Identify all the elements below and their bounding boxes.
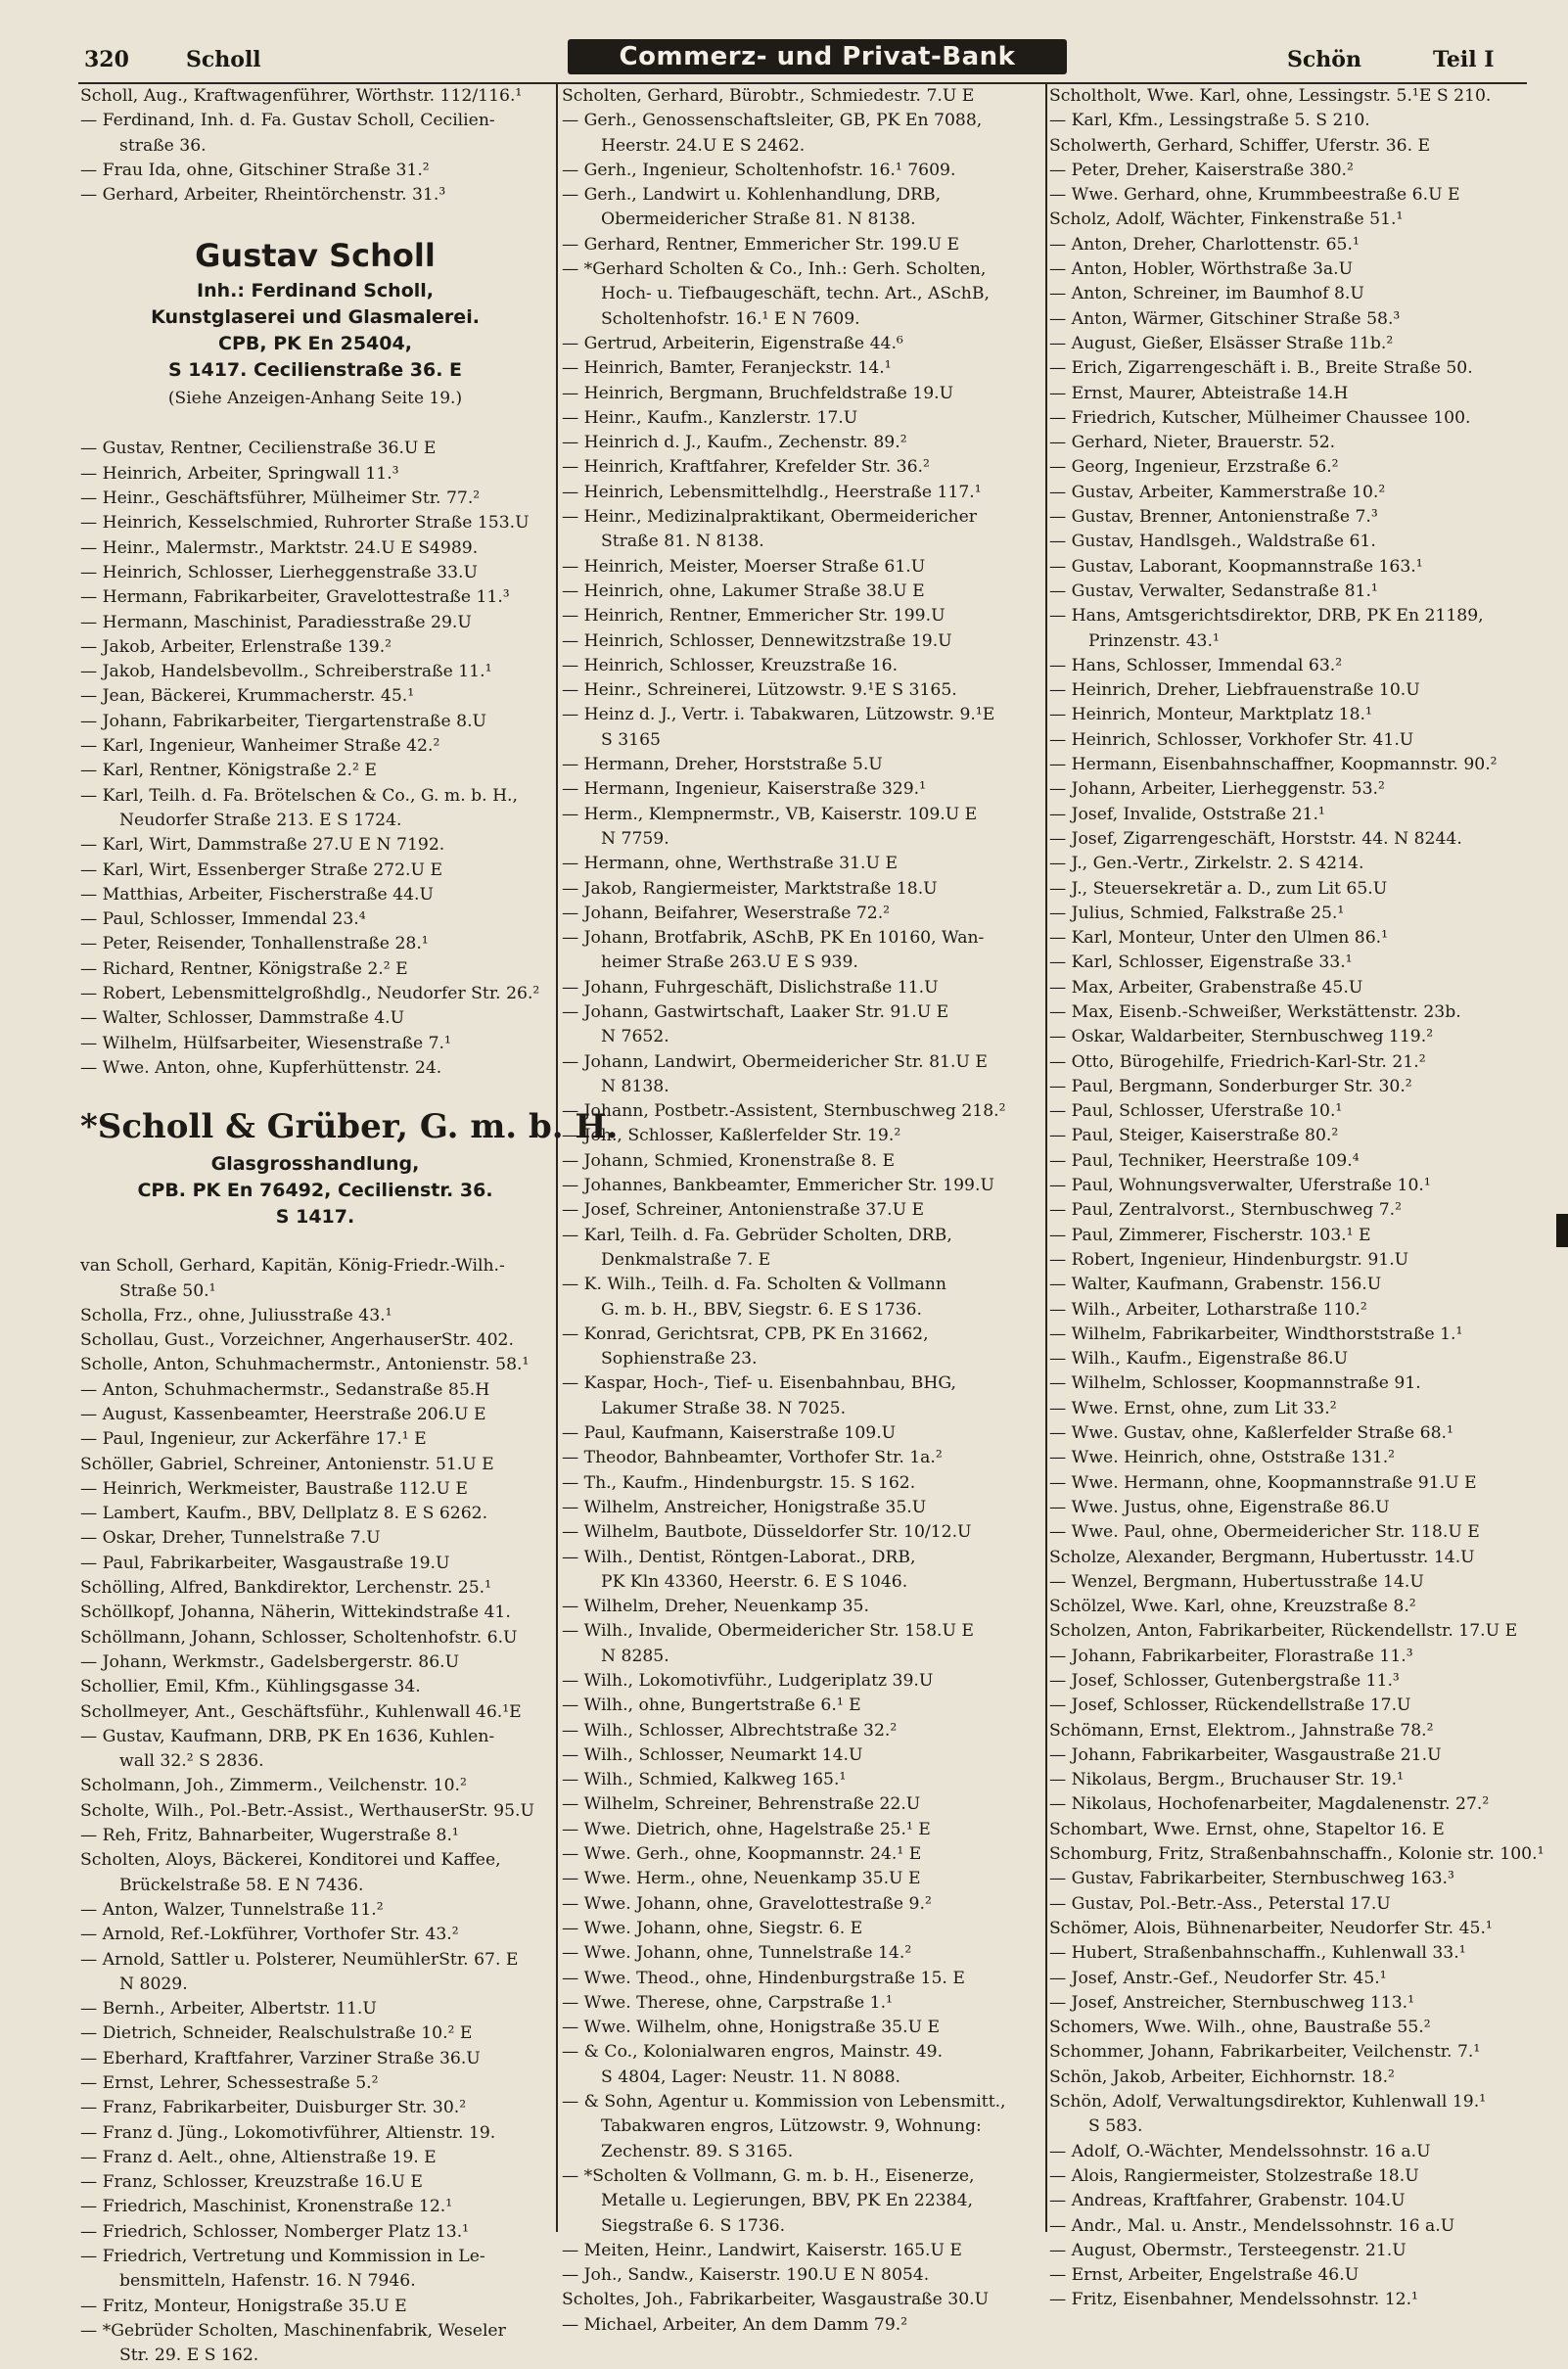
- directory-entry-line: — Karl, Rentner, Königstraße 2.² E: [80, 761, 377, 781]
- directory-entry-line: — K. Wilh., Teilh. d. Fa. Scholten & Vollmann: [562, 1275, 946, 1295]
- directory-entry-line: — Karl, Teilh. d. Fa. Brötelschen & Co., G. m. b. H.,: [80, 785, 518, 806]
- directory-entry-line: — Heinrich, Dreher, Liebfrauenstraße 10.U: [1049, 680, 1420, 701]
- directory-entry-line: — Paul, Techniker, Heerstraße 109.⁴: [1049, 1150, 1360, 1171]
- directory-entry-line: — Wwe. Johann, ohne, Gravelottestraße 9.²: [562, 1893, 932, 1914]
- directory-entry-line: — Michael, Arbeiter, An dem Damm 79.²: [562, 2314, 908, 2335]
- directory-entry-line: — Wwe. Heinrich, ohne, Oststraße 131.²: [1049, 1448, 1396, 1468]
- directory-entry-line: — Heinrich, Schlosser, Vorkhofer Str. 41.U: [1049, 729, 1414, 750]
- directory-entry-line: Heerstr. 24.U E S 2462.: [601, 135, 806, 156]
- directory-entry-line: — Oskar, Dreher, Tunnelstraße 7.U: [80, 1528, 381, 1549]
- column-1-entries-middle: [80, 437, 550, 1081]
- directory-entry-line: — Meiten, Heinr., Landwirt, Kaiserstr. 165.U E: [562, 2240, 962, 2260]
- directory-entry-line: — Wenzel, Bergmann, Hubertusstraße 14.U: [1049, 1571, 1424, 1592]
- directory-entry-line: — Wilh., Invalide, Obermeidericher Str. 158.U E: [562, 1621, 974, 1642]
- directory-entry-line: Scholten, Gerhard, Bürobtr., Schmiedestr. 7.U E: [562, 86, 975, 106]
- directory-entry-line: — Erich, Zigarrengeschäft i. B., Breite Straße 50.: [1049, 358, 1473, 379]
- directory-entry-line: Straße 50.¹: [119, 1280, 216, 1301]
- directory-entry-line: — Gustav, Brenner, Antonienstraße 7.³: [1049, 507, 1378, 528]
- directory-entry-line: — Josef, Schlosser, Rückendellstraße 17.U: [1049, 1695, 1411, 1716]
- directory-entry-line: — Heinrich, Monteur, Marktplatz 18.¹: [1049, 705, 1372, 725]
- directory-entry-line: — Johann, Landwirt, Obermeidericher Str. 81.U E: [562, 1051, 988, 1072]
- directory-entry-line: — Jean, Bäckerei, Krummacherstr. 45.¹: [80, 686, 415, 707]
- directory-entry-line: Hoch- u. Tiefbaugeschäft, techn. Art., ASchB,: [601, 284, 990, 304]
- column-1-entries-bottom: [80, 1254, 550, 2368]
- directory-entry-line: — Johann, Schmied, Kronenstraße 8. E: [562, 1150, 896, 1171]
- directory-entry-line: — Richard, Rentner, Königstraße 2.² E: [80, 958, 408, 979]
- directory-entry-line: G. m. b. H., BBV, Siegstr. 6. E S 1736.: [601, 1299, 922, 1320]
- directory-entry-line: — Wwe. Hermann, ohne, Koopmannstraße 91.U E: [1049, 1472, 1477, 1493]
- directory-entry-line: Scholl, Aug., Kraftwagenführer, Wörthstr. 112/116.¹: [80, 86, 523, 106]
- header-name-right: Schön: [1287, 47, 1361, 72]
- directory-entry-line: — Peter, Dreher, Kaiserstraße 380.²: [1049, 160, 1354, 180]
- directory-entry-line: — Reh, Fritz, Bahnarbeiter, Wugerstraße 8.¹: [80, 1826, 459, 1846]
- directory-entry-line: — Anton, Dreher, Charlottenstr. 65.¹: [1049, 234, 1360, 255]
- directory-entry-line: — Johann, Arbeiter, Lierheggenstr. 53.²: [1049, 779, 1385, 800]
- directory-entry-line: — Andr., Mal. u. Anstr., Mendelssohnstr. 16 a.U: [1049, 2215, 1455, 2236]
- directory-entry-line: — Arnold, Sattler u. Polsterer, NeumühlerStr. 67. E: [80, 1949, 519, 1970]
- directory-entry-line: — Wwe. Therese, ohne, Carpstraße 1.¹: [562, 1992, 893, 2013]
- directory-entry-line: — Nikolaus, Hochofenarbeiter, Magdalenenstr. 27.²: [1049, 1794, 1490, 1815]
- directory-entry-line: — Eberhard, Kraftfahrer, Varziner Straße 36.U: [80, 2048, 481, 2068]
- directory-entry-line: — Heinrich, Schlosser, Dennewitzstraße 19.U: [562, 630, 952, 651]
- directory-entry-line: — Paul, Wohnungsverwalter, Uferstraße 10.¹: [1049, 1176, 1431, 1196]
- page-header: [78, 39, 1527, 78]
- directory-entry-line: — Heinrich, Rentner, Emmericher Str. 199.U: [562, 606, 945, 627]
- directory-entry-line: — Heinrich, ohne, Lakumer Straße 38.U E: [562, 581, 925, 601]
- directory-entry-line: — Th., Kaufm., Hindenburgstr. 15. S 162.: [562, 1472, 916, 1493]
- directory-entry-line: Schollier, Emil, Kfm., Kühlingsgasse 34.: [80, 1677, 421, 1697]
- directory-entry-line: — Gustav, Fabrikarbeiter, Sternbuschweg 163.³: [1049, 1869, 1454, 1889]
- directory-entry-line: — Wilh., Arbeiter, Lotharstraße 110.²: [1049, 1299, 1367, 1320]
- directory-entry-line: — Heinr., Schreinerei, Lützowstr. 9.¹E S 3165.: [562, 680, 957, 701]
- directory-entry-line: — Franz d. Jüng., Lokomotivführer, Altienstr. 19.: [80, 2122, 496, 2143]
- directory-entry-line: Lakumer Straße 38. N 7025.: [601, 1398, 847, 1418]
- directory-entry-line: — Wilhelm, Bautbote, Düsseldorfer Str. 10/12.U: [562, 1522, 972, 1543]
- directory-entry-line: — Oskar, Waldarbeiter, Sternbuschweg 119.²: [1049, 1027, 1434, 1047]
- directory-entry-line: — Wwe. Dietrich, ohne, Hagelstraße 25.¹ E: [562, 1819, 931, 1839]
- directory-entry-line: Scholmann, Joh., Zimmerm., Veilchenstr. 10.²: [80, 1776, 467, 1796]
- directory-entry-line: N 8029.: [119, 1974, 188, 1994]
- directory-entry-line: — Josef, Invalide, Oststraße 21.¹: [1049, 804, 1325, 824]
- ad-line: CPB. PK En 76492, Cecilienstr. 36.: [137, 1180, 493, 1202]
- directory-entry-line: Schön, Jakob, Arbeiter, Eichhornstr. 18.²: [1049, 2067, 1395, 2087]
- directory-entry-line: — Johann, Gastwirtschaft, Laaker Str. 91.U E: [562, 1001, 949, 1022]
- column-3-entries: [1049, 84, 1545, 2313]
- directory-entry-line: — Wwe. Paul, ohne, Obermeidericher Str. 118.U E: [1049, 1522, 1480, 1543]
- directory-entry-line: Scholwerth, Gerhard, Schiffer, Uferstr. 36. E: [1049, 135, 1431, 156]
- directory-entry-line: — Wwe. Theod., ohne, Hindenburgstraße 15. E: [562, 1968, 965, 1988]
- directory-entry-line: — Hermann, Ingenieur, Kaiserstraße 329.¹: [562, 779, 926, 800]
- directory-entry-line: Tabakwaren engros, Lützowstr. 9, Wohnung:: [601, 2116, 982, 2137]
- directory-entry-line: S 3165: [601, 729, 661, 750]
- directory-entry-line: — Ernst, Lehrer, Schessestraße 5.²: [80, 2073, 379, 2093]
- directory-entry-line: — Wilh., Schlosser, Neumarkt 14.U: [562, 1744, 863, 1765]
- directory-entry-line: — & Sohn, Agentur u. Kommission von Lebensmitt.,: [562, 2092, 1006, 2113]
- directory-entry-line: Schöllkopf, Johanna, Näherin, Wittekindstraße 41.: [80, 1603, 511, 1623]
- directory-entry-line: Scholtholt, Wwe. Karl, ohne, Lessingstr. 5.¹E S 210.: [1049, 86, 1492, 106]
- directory-entry-line: — Heinr., Malermstr., Marktstr. 24.U E S4989.: [80, 537, 479, 558]
- directory-entry-line: — Hubert, Straßenbahnschaffn., Kuhlenwall 33.¹: [1049, 1943, 1466, 1964]
- directory-entry-line: — Julius, Schmied, Falkstraße 25.¹: [1049, 903, 1345, 923]
- ad-title: *Scholl & Grüber, G. m. b. H.: [80, 1107, 619, 1147]
- directory-entry-line: Siegstraße 6. S 1736.: [601, 2215, 786, 2236]
- directory-entry-line: — Josef, Schlosser, Gutenbergstraße 11.³: [1049, 1671, 1400, 1691]
- directory-entry-line: — Friedrich, Schlosser, Nomberger Platz 13.¹: [80, 2221, 470, 2242]
- directory-entry-line: — Jakob, Arbeiter, Erlenstraße 139.²: [80, 636, 392, 657]
- directory-entry-line: — Josef, Anstr.-Gef., Neudorfer Str. 45.¹: [1049, 1968, 1387, 1988]
- directory-entry-line: — Johann, Fabrikarbeiter, Tiergartenstraße 8.U: [80, 711, 487, 731]
- directory-entry-line: — Karl, Kfm., Lessingstraße 5. S 210.: [1049, 111, 1370, 131]
- directory-entry-line: Scholte, Wilh., Pol.-Betr.-Assist., WerthauserStr. 95.U: [80, 1800, 534, 1821]
- directory-entry-line: N 7652.: [601, 1027, 669, 1047]
- directory-entry-line: — Heinr., Geschäftsführer, Mülheimer Str. 77.²: [80, 488, 481, 509]
- directory-entry-line: Scholtenhofstr. 16.¹ E N 7609.: [601, 308, 860, 329]
- directory-entry-line: — Heinrich, Kraftfahrer, Krefelder Str. 36.²: [562, 457, 930, 478]
- directory-entry-line: — Heinrich, Kesselschmied, Ruhrorter Straße 153.U: [80, 513, 530, 534]
- directory-entry-line: — Ernst, Arbeiter, Engelstraße 46.U: [1049, 2265, 1360, 2286]
- directory-entry-line: — Franz, Schlosser, Kreuzstraße 16.U E: [80, 2172, 423, 2193]
- directory-entry-line: Scholla, Frz., ohne, Juliusstraße 43.¹: [80, 1305, 392, 1325]
- directory-entry-line: Schön, Adolf, Verwaltungsdirektor, Kuhlenwall 19.¹: [1049, 2092, 1487, 2113]
- directory-entry-line: — Anton, Schuhmachermstr., Sedanstraße 85.H: [80, 1379, 490, 1400]
- directory-entry-line: — Nikolaus, Bergm., Bruchauser Str. 19.¹: [1049, 1770, 1404, 1790]
- ad-line: S 1417. Cecilienstraße 36. E: [167, 359, 463, 382]
- directory-entry-line: — Walter, Kaufmann, Grabenstr. 156.U: [1049, 1275, 1382, 1295]
- directory-entry-line: — Franz d. Aelt., ohne, Altienstraße 19. E: [80, 2147, 437, 2167]
- directory-entry-line: — Wilhelm, Schlosser, Koopmannstraße 91.: [1049, 1373, 1421, 1394]
- directory-entry-line: — Paul, Zentralvorst., Sternbuschweg 7.²: [1049, 1200, 1402, 1221]
- column-divider: [556, 82, 558, 2232]
- directory-entry-line: Str. 29. E S 162.: [119, 2346, 259, 2366]
- directory-entry-line: — Otto, Bürogehilfe, Friedrich-Karl-Str. 21.²: [1049, 1051, 1426, 1072]
- directory-entry-line: — Josef, Zigarrengeschäft, Horststr. 44. N 8244.: [1049, 828, 1462, 849]
- directory-entry-line: Schollmeyer, Ant., Geschäftsführ., Kuhlenwall 46.¹E: [80, 1701, 522, 1722]
- directory-entry-line: Schöllmann, Johann, Schlosser, Scholtenhofstr. 6.U: [80, 1627, 518, 1648]
- directory-entry-line: — Wwe. Gerh., ohne, Koopmannstr. 24.¹ E: [562, 1844, 922, 1865]
- directory-entry-line: wall 32.² S 2836.: [119, 1751, 264, 1772]
- directory-entry-line: Scholzen, Anton, Fabrikarbeiter, Rückendellstr. 17.U E: [1049, 1621, 1518, 1642]
- directory-entry-line: — Paul, Schlosser, Uferstraße 10.¹: [1049, 1101, 1343, 1122]
- directory-entry-line: — Joh., Sandw., Kaiserstr. 190.U E N 8054.: [562, 2265, 930, 2286]
- ad-title: Gustav Scholl: [195, 237, 436, 275]
- directory-entry-line: — Anton, Wärmer, Gitschiner Straße 58.³: [1049, 308, 1401, 329]
- directory-entry-line: — Hermann, Maschinist, Paradiesstraße 29.U: [80, 612, 472, 632]
- directory-entry-line: — Hans, Amtsgerichtsdirektor, DRB, PK En 21189,: [1049, 606, 1484, 627]
- directory-entry-line: — Gerhard, Arbeiter, Rheintörchenstr. 31.³: [80, 185, 446, 206]
- directory-entry-line: — Gustav, Arbeiter, Kammerstraße 10.²: [1049, 482, 1386, 502]
- directory-entry-line: — Wilhelm, Schreiner, Behrenstraße 22.U: [562, 1794, 921, 1815]
- directory-entry-line: — Wilhelm, Fabrikarbeiter, Windthorststraße 1.¹: [1049, 1324, 1463, 1344]
- header-name-left: Scholl: [186, 47, 261, 72]
- directory-entry-line: — Wilh., Lokomotivführ., Ludgeriplatz 39.U: [562, 1671, 934, 1691]
- directory-entry-line: — Hans, Schlosser, Immendal 63.²: [1049, 655, 1343, 675]
- page-number: 320: [84, 47, 129, 72]
- directory-entry-line: Metalle u. Legierungen, BBV, PK En 22384,: [601, 2191, 974, 2211]
- directory-entry-line: Sophienstraße 23.: [601, 1349, 758, 1370]
- directory-entry-line: — Johannes, Bankbeamter, Emmericher Str. 199.U: [562, 1176, 994, 1196]
- directory-entry-line: — Adolf, O.-Wächter, Mendelssohnstr. 16 a.U: [1049, 2141, 1431, 2161]
- directory-entry-line: — Wilhelm, Anstreicher, Honigstraße 35.U: [562, 1497, 927, 1517]
- directory-entry-line: — August, Gießer, Elsässer Straße 11b.²: [1049, 333, 1394, 353]
- directory-entry-line: — Wwe. Johann, ohne, Tunnelstraße 14.²: [562, 1943, 912, 1964]
- directory-entry-line: — Konrad, Gerichtsrat, CPB, PK En 31662,: [562, 1324, 929, 1344]
- directory-entry-line: — Ferdinand, Inh. d. Fa. Gustav Scholl, Cecilien-: [80, 111, 495, 131]
- directory-entry-line: — Gustav, Laborant, Koopmannstraße 163.¹: [1049, 556, 1423, 577]
- directory-entry-line: — Wilh., Dentist, Röntgen-Laborat., DRB,: [562, 1547, 916, 1567]
- directory-entry-line: S 583.: [1088, 2116, 1143, 2137]
- directory-entry-line: — Bernh., Arbeiter, Albertstr. 11.U: [80, 1999, 377, 2020]
- directory-entry-line: — Arnold, Ref.-Lokführer, Vorthofer Str. 43.²: [80, 1925, 459, 1945]
- directory-entry-line: — Paul, Steiger, Kaiserstraße 80.²: [1049, 1126, 1339, 1146]
- advertisement-gustav-scholl: [80, 233, 550, 437]
- directory-entry-line: Schömer, Alois, Bühnenarbeiter, Neudorfer Str. 45.¹: [1049, 1918, 1493, 1938]
- directory-entry-line: S 4804, Lager: Neustr. 11. N 8088.: [601, 2067, 900, 2087]
- directory-entry-line: — Heinrich, Werkmeister, Baustraße 112.U E: [80, 1478, 468, 1499]
- directory-entry-line: — Andreas, Kraftfahrer, Grabenstr. 104.U: [1049, 2191, 1406, 2211]
- directory-entry-line: — Wilh., Schlosser, Albrechtstraße 32.²: [562, 1720, 898, 1741]
- directory-entry-line: N 8285.: [601, 1646, 669, 1666]
- directory-entry-line: Scholz, Adolf, Wächter, Finkenstraße 51.¹: [1049, 209, 1404, 230]
- directory-entry-line: — Ernst, Maurer, Abteistraße 14.H: [1049, 383, 1349, 403]
- directory-entry-line: — Friedrich, Maschinist, Kronenstraße 12.¹: [80, 2197, 453, 2217]
- directory-entry-line: — Peter, Reisender, Tonhallenstraße 28.¹: [80, 934, 429, 954]
- directory-entry-line: Straße 81. N 8138.: [601, 532, 764, 552]
- directory-entry-line: — Wwe. Gerhard, ohne, Krummbeestraße 6.U E: [1049, 185, 1460, 206]
- directory-entry-line: — Heinrich, Schlosser, Kreuzstraße 16.: [562, 655, 899, 675]
- directory-entry-line: Schombart, Wwe. Ernst, ohne, Stapeltor 16. E: [1049, 1819, 1445, 1839]
- directory-entry-line: — Gustav, Handlsgeh., Waldstraße 61.: [1049, 532, 1376, 552]
- directory-entry-line: — Anton, Schreiner, im Baumhof 8.U: [1049, 284, 1364, 304]
- directory-entry-line: — Gerh., Landwirt u. Kohlenhandlung, DRB,: [562, 185, 942, 206]
- column-3: [1049, 84, 1545, 2310]
- directory-entry-line: — Johann, Beifahrer, Weserstraße 72.²: [562, 903, 891, 923]
- directory-entry-line: — J., Gen.-Vertr., Zirkelstr. 2. S 4214.: [1049, 854, 1364, 874]
- directory-entry-line: — Georg, Ingenieur, Erzstraße 6.²: [1049, 457, 1339, 478]
- directory-entry-line: — Anton, Hobler, Wörthstraße 3a.U: [1049, 259, 1354, 280]
- ad-line: Glasgrosshandlung,: [210, 1153, 420, 1176]
- directory-entry-line: — *Gebrüder Scholten, Maschinenfabrik, Weseler: [80, 2320, 506, 2341]
- column-2: [562, 84, 1041, 2335]
- directory-entry-line: Schomers, Wwe. Wilh., ohne, Baustraße 55.²: [1049, 2018, 1431, 2038]
- directory-entry-line: — Karl, Teilh. d. Fa. Gebrüder Scholten, DRB,: [562, 1225, 952, 1245]
- directory-entry-line: — Josef, Anstreicher, Sternbuschweg 113.¹: [1049, 1992, 1415, 2013]
- directory-entry-line: — Jakob, Rangiermeister, Marktstraße 18.U: [562, 878, 938, 899]
- directory-entry-line: — Heinrich, Meister, Moerser Straße 61.U: [562, 556, 926, 577]
- directory-entry-line: Obermeidericher Straße 81. N 8138.: [601, 209, 916, 230]
- directory-entry-line: — Wwe. Ernst, ohne, zum Lit 33.²: [1049, 1398, 1337, 1418]
- directory-entry-line: N 7759.: [601, 828, 669, 849]
- directory-entry-line: — Friedrich, Kutscher, Mülheimer Chaussee 100.: [1049, 407, 1471, 428]
- directory-entry-line: — Karl, Wirt, Dammstraße 27.U E N 7192.: [80, 835, 445, 856]
- directory-entry-line: — Wilhelm, Hülfsarbeiter, Wiesenstraße 7.¹: [80, 1033, 451, 1053]
- directory-entry-line: — Friedrich, Vertretung und Kommission in Le-: [80, 2247, 485, 2267]
- directory-entry-line: — Max, Eisenb.-Schweißer, Werkstättenstr. 23b.: [1049, 1001, 1461, 1022]
- directory-entry-line: — Paul, Fabrikarbeiter, Wasgaustraße 19.U: [80, 1553, 450, 1573]
- directory-entry-line: Scholtes, Joh., Fabrikarbeiter, Wasgaustraße 30.U: [562, 2290, 990, 2310]
- directory-entry-line: — Heinrich d. J., Kaufm., Zechenstr. 89.²: [562, 433, 907, 453]
- directory-entry-line: Schomburg, Fritz, Straßenbahnschaffn., Kolonie str. 100.¹: [1049, 1844, 1545, 1865]
- directory-entry-line: — Gustav, Kaufmann, DRB, PK En 1636, Kuhlen-: [80, 1726, 495, 1746]
- directory-entry-line: — Heinrich, Schlosser, Lierheggenstraße 33.U: [80, 562, 479, 582]
- directory-entry-line: Scholze, Alexander, Bergmann, Hubertusstr. 14.U: [1049, 1547, 1475, 1567]
- directory-entry-line: — Max, Arbeiter, Grabenstraße 45.U: [1049, 977, 1363, 998]
- directory-entry-line: — Heinz d. J., Vertr. i. Tabakwaren, Lützowstr. 9.¹E: [562, 705, 995, 725]
- directory-entry-line: — Alois, Rangiermeister, Stolzestraße 18.U: [1049, 2165, 1419, 2186]
- directory-entry-line: — Wwe. Gustav, ohne, Kaßlerfelder Straße 68.¹: [1049, 1423, 1453, 1444]
- directory-entry-line: — Gerh., Ingenieur, Scholtenhofstr. 16.¹ 7609.: [562, 160, 956, 180]
- directory-entry-line: — Paul, Zimmerer, Fischerstr. 103.¹ E: [1049, 1225, 1371, 1245]
- directory-entry-line: — Hermann, Fabrikarbeiter, Gravelottestraße 11.³: [80, 587, 510, 608]
- directory-entry-line: — Gertrud, Arbeiterin, Eigenstraße 44.⁶: [562, 333, 903, 353]
- directory-entry-line: Scholle, Anton, Schuhmachermstr., Antonienstr. 58.¹: [80, 1355, 530, 1375]
- directory-entry-line: — Paul, Bergmann, Sonderburger Str. 30.²: [1049, 1076, 1412, 1096]
- directory-entry-line: — Paul, Schlosser, Immendal 23.⁴: [80, 909, 366, 930]
- directory-entry-line: — Karl, Schlosser, Eigenstraße 33.¹: [1049, 952, 1353, 973]
- directory-entry-line: — Karl, Monteur, Unter den Ulmen 86.¹: [1049, 928, 1389, 949]
- directory-entry-line: — Franz, Fabrikarbeiter, Duisburger Str. 30.²: [80, 2098, 467, 2118]
- directory-entry-line: — Wwe. Justus, ohne, Eigenstraße 86.U: [1049, 1497, 1390, 1517]
- ad-note: (Siehe Anzeigen-Anhang Seite 19.): [167, 389, 463, 409]
- directory-entry-line: — Johann, Fabrikarbeiter, Wasgaustraße 21.U: [1049, 1744, 1442, 1765]
- column-1: [80, 84, 619, 2366]
- header-part: Teil I: [1433, 47, 1495, 72]
- ad-line: CPB, PK En 25404,: [218, 333, 412, 355]
- directory-entry-line: — Heinrich, Bamter, Feranjeckstr. 14.¹: [562, 358, 892, 379]
- column-1-entries-top: [80, 84, 550, 208]
- directory-entry-line: — Gustav, Rentner, Cecilienstraße 36.U E: [80, 439, 437, 459]
- directory-entry-line: — *Scholten & Vollmann, G. m. b. H., Eisenerze,: [562, 2165, 975, 2186]
- directory-entry-line: — Wilh., Kaufm., Eigenstraße 86.U: [1049, 1349, 1349, 1370]
- directory-entry-line: — Matthias, Arbeiter, Fischerstraße 44.U: [80, 884, 434, 905]
- directory-entry-line: van Scholl, Gerhard, Kapitän, König-Friedr.-Wilh.-: [80, 1256, 505, 1277]
- directory-entry-line: Schollau, Gust., Vorzeichner, AngerhauserStr. 402.: [80, 1330, 514, 1351]
- directory-entry-line: — Fritz, Monteur, Honigstraße 35.U E: [80, 2296, 407, 2316]
- directory-entry-line: — Theodor, Bahnbeamter, Vorthofer Str. 1a.²: [562, 1448, 943, 1468]
- directory-entry-line: — Jakob, Handelsbevollm., Schreiberstraße 11.¹: [80, 662, 492, 682]
- directory-entry-line: — August, Kassenbeamter, Heerstraße 206.U E: [80, 1404, 486, 1424]
- column-divider: [1045, 82, 1047, 2232]
- directory-entry-line: — Heinrich, Lebensmittelhdlg., Heerstraße 117.¹: [562, 482, 982, 502]
- directory-entry-line: — Anton, Walzer, Tunnelstraße 11.²: [80, 1899, 384, 1920]
- directory-entry-line: — Fritz, Eisenbahner, Mendelssohnstr. 12.¹: [1049, 2290, 1418, 2310]
- ad-line: Kunstglaserei und Glasmalerei.: [151, 306, 480, 329]
- directory-entry-line: — Gerhard, Rentner, Emmericher Str. 199.U E: [562, 234, 960, 255]
- directory-entry-line: Schommer, Johann, Fabrikarbeiter, Veilchenstr. 7.¹: [1049, 2042, 1481, 2063]
- directory-entry-line: — *Gerhard Scholten & Co., Inh.: Gerh. Scholten,: [562, 259, 987, 280]
- directory-entry-line: — Johann, Fuhrgeschäft, Dislichstraße 11.U: [562, 977, 939, 998]
- directory-entry-line: — Joh., Schlosser, Kaßlerfelder Str. 19.²: [562, 1126, 901, 1146]
- directory-entry-line: — J., Steuersekretär a. D., zum Lit 65.U: [1049, 878, 1388, 899]
- bank-banner: Commerz- und Privat-Bank: [568, 39, 1067, 74]
- thumb-index-mark: [1556, 1214, 1568, 1247]
- directory-entry-line: Schölling, Alfred, Bankdirektor, Lerchenstr. 25.¹: [80, 1578, 492, 1599]
- directory-entry-line: — Kaspar, Hoch-, Tief- u. Eisenbahnbau, BHG,: [562, 1373, 956, 1394]
- directory-entry-line: bensmitteln, Hafenstr. 16. N 7946.: [119, 2271, 416, 2292]
- directory-entry-line: — Paul, Ingenieur, zur Ackerfähre 17.¹ E: [80, 1429, 427, 1450]
- directory-entry-line: Scholten, Aloys, Bäckerei, Konditorei und Kaffee,: [80, 1850, 501, 1871]
- directory-entry-line: — Josef, Schreiner, Antonienstraße 37.U E: [562, 1200, 925, 1221]
- directory-entry-line: Zechenstr. 89. S 3165.: [601, 2141, 794, 2161]
- directory-entry-line: Schöller, Gabriel, Schreiner, Antonienstr. 51.U E: [80, 1454, 494, 1474]
- directory-entry-line: — Herm., Klempnermstr., VB, Kaiserstr. 109.U E: [562, 804, 978, 824]
- directory-entry-line: — Robert, Lebensmittelgroßhdlg., Neudorfer Str. 26.²: [80, 984, 540, 1004]
- ad-line: S 1417.: [275, 1206, 355, 1229]
- directory-entry-line: — Johann, Postbetr.-Assistent, Sternbuschweg 218.²: [562, 1101, 1006, 1122]
- directory-entry-line: N 8138.: [601, 1076, 669, 1096]
- directory-entry-line: — Wilh., Schmied, Kalkweg 165.¹: [562, 1770, 847, 1790]
- directory-entry-line: straße 36.: [119, 135, 207, 156]
- directory-entry-line: — Wilhelm, Dreher, Neuenkamp 35.: [562, 1597, 869, 1617]
- directory-entry-line: — Wwe. Wilhelm, ohne, Honigstraße 35.U E: [562, 2018, 941, 2038]
- directory-entry-line: Neudorfer Straße 213. E S 1724.: [119, 810, 402, 830]
- directory-entry-line: — Wwe. Herm., ohne, Neuenkamp 35.U E: [562, 1869, 921, 1889]
- directory-entry-line: — Johann, Brotfabrik, ASchB, PK En 10160, Wan-: [562, 928, 985, 949]
- directory-entry-line: Brückelstraße 58. E N 7436.: [119, 1875, 364, 1895]
- directory-entry-line: — Heinrich, Bergmann, Bruchfeldstraße 19.U: [562, 383, 954, 403]
- directory-entry-line: — Wwe. Johann, ohne, Siegstr. 6. E: [562, 1918, 863, 1938]
- directory-entry-line: — Walter, Schlosser, Dammstraße 4.U: [80, 1008, 405, 1029]
- directory-entry-line: — Gustav, Verwalter, Sedanstraße 81.¹: [1049, 581, 1378, 601]
- directory-entry-line: heimer Straße 263.U E S 939.: [601, 952, 858, 973]
- column-2-entries: [562, 84, 1041, 2338]
- directory-entry-line: — Johann, Werkmstr., Gadelsbergerstr. 86.U: [80, 1651, 460, 1672]
- directory-entry-line: — Karl, Wirt, Essenberger Straße 272.U E: [80, 859, 442, 880]
- advertisement-scholl-grueber: [80, 1102, 619, 1254]
- directory-entry-line: Schölzel, Wwe. Karl, ohne, Kreuzstraße 8.²: [1049, 1597, 1416, 1617]
- directory-entry-line: Denkmalstraße 7. E: [601, 1249, 771, 1270]
- directory-entry-line: — August, Obermstr., Tersteegenstr. 21.U: [1049, 2240, 1407, 2260]
- directory-entry-line: — Gustav, Pol.-Betr.-Ass., Peterstal 17.U: [1049, 1893, 1391, 1914]
- directory-entry-line: — Gerh., Genossenschaftsleiter, GB, PK En 7088,: [562, 111, 983, 131]
- directory-entry-line: — Paul, Kaufmann, Kaiserstraße 109.U: [562, 1423, 897, 1444]
- directory-entry-line: — Karl, Ingenieur, Wanheimer Straße 42.²: [80, 736, 440, 757]
- directory-entry-line: — Heinr., Kaufm., Kanzlerstr. 17.U: [562, 407, 858, 428]
- directory-entry-line: — Wwe. Anton, ohne, Kupferhüttenstr. 24.: [80, 1057, 442, 1078]
- directory-entry-line: — Heinrich, Arbeiter, Springwall 11.³: [80, 463, 399, 484]
- directory-entry-line: — & Co., Kolonialwaren engros, Mainstr. 49.: [562, 2042, 944, 2063]
- directory-entry-line: — Gerhard, Nieter, Brauerstr. 52.: [1049, 433, 1336, 453]
- directory-entry-line: — Hermann, Dreher, Horststraße 5.U: [562, 755, 883, 775]
- directory-entry-line: — Lambert, Kaufm., BBV, Dellplatz 8. E S 6262.: [80, 1504, 488, 1524]
- directory-entry-line: PK Kln 43360, Heerstr. 6. E S 1046.: [601, 1571, 908, 1592]
- ad-line: Inh.: Ferdinand Scholl,: [197, 280, 434, 302]
- directory-entry-line: — Frau Ida, ohne, Gitschiner Straße 31.²: [80, 160, 430, 180]
- directory-entry-line: — Hermann, ohne, Werthstraße 31.U E: [562, 854, 898, 874]
- directory-entry-line: Prinzenstr. 43.¹: [1088, 630, 1220, 651]
- directory-entry-line: — Dietrich, Schneider, Realschulstraße 10.² E: [80, 2023, 473, 2044]
- directory-entry-line: Schömann, Ernst, Elektrom., Jahnstraße 78.²: [1049, 1720, 1434, 1741]
- directory-entry-line: — Wilh., ohne, Bungertstraße 6.¹ E: [562, 1695, 861, 1716]
- directory-entry-line: — Robert, Ingenieur, Hindenburgstr. 91.U: [1049, 1249, 1409, 1270]
- directory-entry-line: — Hermann, Eisenbahnschaffner, Koopmannstr. 90.²: [1049, 755, 1498, 775]
- directory-entry-line: — Heinr., Medizinalpraktikant, Obermeidericher: [562, 507, 977, 528]
- directory-entry-line: — Johann, Fabrikarbeiter, Florastraße 11.³: [1049, 1646, 1413, 1666]
